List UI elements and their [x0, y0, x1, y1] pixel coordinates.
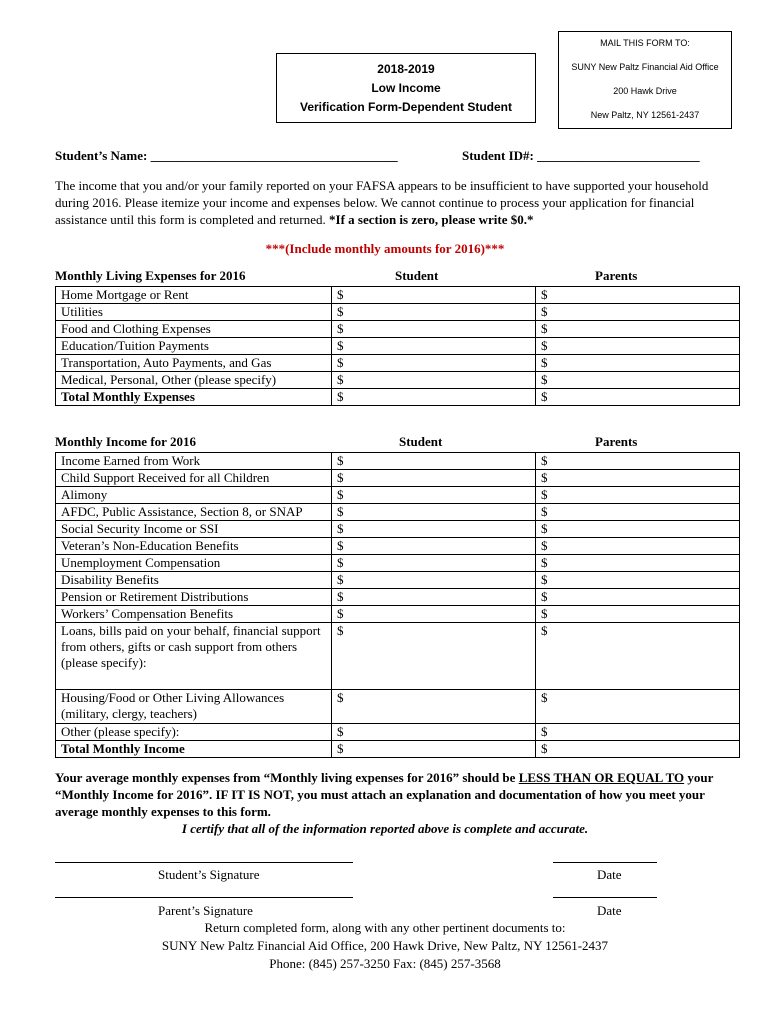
student-name-field[interactable]: ______________________________________	[150, 148, 398, 163]
income-row-label: Child Support Received for all Children	[56, 470, 332, 487]
expenses-total-student[interactable]: $	[332, 389, 536, 406]
expenses-parents-amount[interactable]: $	[536, 287, 740, 304]
income-col-parents: Parents	[595, 434, 638, 449]
income-parents-amount[interactable]: $	[536, 521, 740, 538]
student-signature-label: Student’s Signature	[158, 867, 260, 882]
footer-return-note: Return completed form, along with any other pertinent documents to:	[204, 920, 566, 935]
expenses-parents-amount[interactable]: $	[536, 304, 740, 321]
include-monthly-note: ***(Include monthly amounts for 2016)***	[265, 241, 505, 256]
income-col-student: Student	[399, 434, 443, 449]
income-row	[56, 521, 740, 538]
expenses-student-amount[interactable]: $	[332, 304, 536, 321]
expenses-total-label: Total Monthly Expenses	[56, 389, 332, 406]
income-row-label: Pension or Retirement Distributions	[56, 589, 332, 606]
student-date-line[interactable]	[553, 862, 657, 863]
income-parents-amount[interactable]: $	[536, 487, 740, 504]
income-row	[56, 538, 740, 555]
income-row	[56, 724, 740, 741]
closing-part3: your “Monthly Income for 2016”. IF IT IS NOT, you must attach an explanation and documentation of how you meet your average monthly expenses to this form.	[55, 770, 714, 819]
income-row-label: Housing/Food or Other Living Allowances (military, clergy, teachers)	[56, 690, 332, 724]
income-parents-amount[interactable]: $	[536, 555, 740, 572]
closing-emphasis: LESS THAN OR EQUAL TO	[518, 770, 685, 785]
parent-signature-line[interactable]	[55, 897, 353, 898]
intro-text: The income that you and/or your family reported on your FAFSA appears to be insufficient to have supported your household during 2016. Please itemize your income and expenses below. We cannot continue to process your application for financial assistance until this form is completed and returned.	[55, 178, 709, 227]
income-parents-amount[interactable]: $	[536, 572, 740, 589]
mail-to-box	[558, 31, 732, 129]
student-date-label: Date	[597, 867, 622, 882]
income-parents-amount[interactable]: $	[536, 504, 740, 521]
income-row	[56, 453, 740, 470]
mail-office: SUNY New Paltz Financial Aid Office	[571, 62, 719, 72]
income-total-label: Total Monthly Income	[56, 741, 332, 758]
income-student-amount[interactable]: $	[332, 470, 536, 487]
expenses-student-amount[interactable]: $	[332, 355, 536, 372]
expenses-parents-amount[interactable]: $	[536, 372, 740, 389]
expenses-col-student: Student	[395, 268, 439, 283]
income-row-label: Unemployment Compensation	[56, 555, 332, 572]
income-student-amount[interactable]: $	[332, 538, 536, 555]
income-row	[56, 606, 740, 623]
expenses-row	[56, 355, 740, 372]
income-parents-amount[interactable]: $	[536, 690, 740, 724]
expenses-col-parents: Parents	[595, 268, 638, 283]
expenses-row	[56, 287, 740, 304]
income-parents-amount[interactable]: $	[536, 470, 740, 487]
income-student-amount[interactable]: $	[332, 589, 536, 606]
parent-date-line[interactable]	[553, 897, 657, 898]
income-heading: Monthly Income for 2016	[55, 434, 196, 449]
expenses-row-label: Food and Clothing Expenses	[56, 321, 332, 338]
expenses-row	[56, 321, 740, 338]
income-row-label: Loans, bills paid on your behalf, financial support from others, gifts or cash support from others (please specify):	[56, 623, 332, 690]
expenses-parents-amount[interactable]: $	[536, 355, 740, 372]
mail-street: 200 Hawk Drive	[613, 86, 677, 96]
income-row-label: Disability Benefits	[56, 572, 332, 589]
income-row	[56, 589, 740, 606]
expenses-table	[55, 286, 740, 406]
mail-heading: MAIL THIS FORM TO:	[600, 38, 690, 48]
income-student-amount[interactable]: $	[332, 724, 536, 741]
expenses-student-amount[interactable]: $	[332, 372, 536, 389]
income-row-label: Income Earned from Work	[56, 453, 332, 470]
income-student-amount[interactable]: $	[332, 623, 536, 690]
certify-statement: I certify that all of the information reported above is complete and accurate.	[181, 821, 589, 836]
expenses-row-label: Education/Tuition Payments	[56, 338, 332, 355]
expenses-row-label: Medical, Personal, Other (please specify)	[56, 372, 332, 389]
expenses-row	[56, 304, 740, 321]
income-row	[56, 690, 740, 724]
expenses-student-amount[interactable]: $	[332, 338, 536, 355]
student-name-label: Student’s Name:	[55, 148, 148, 163]
income-parents-amount[interactable]: $	[536, 538, 740, 555]
intro-zero-note: *If a section is zero, please write $0.*	[329, 212, 534, 227]
income-parents-amount[interactable]: $	[536, 623, 740, 690]
mail-city: New Paltz, NY 12561-2437	[590, 110, 700, 120]
income-student-amount[interactable]: $	[332, 555, 536, 572]
expenses-row-label: Home Mortgage or Rent	[56, 287, 332, 304]
expenses-row	[56, 338, 740, 355]
income-total-parents[interactable]: $	[536, 741, 740, 758]
income-row	[56, 504, 740, 521]
footer-address: SUNY New Paltz Financial Aid Office, 200 Hawk Drive, New Paltz, NY 12561-2437	[161, 938, 609, 953]
student-signature-line[interactable]	[55, 862, 353, 863]
income-row-label: Other (please specify):	[56, 724, 332, 741]
income-row	[56, 487, 740, 504]
expenses-row-label: Transportation, Auto Payments, and Gas	[56, 355, 332, 372]
income-row	[56, 623, 740, 690]
income-parents-amount[interactable]: $	[536, 606, 740, 623]
expenses-row-label: Utilities	[56, 304, 332, 321]
income-student-amount[interactable]: $	[332, 572, 536, 589]
closing-part1: Your average monthly expenses from “Monthly living expenses for 2016” should be	[55, 770, 519, 785]
student-id-field[interactable]: _________________________	[537, 148, 700, 163]
expenses-parents-amount[interactable]: $	[536, 321, 740, 338]
income-total-student[interactable]: $	[332, 741, 536, 758]
income-table	[55, 452, 740, 758]
income-parents-amount[interactable]: $	[536, 453, 740, 470]
income-student-amount[interactable]: $	[332, 504, 536, 521]
expenses-total-row	[56, 389, 740, 406]
income-row-label: Social Security Income or SSI	[56, 521, 332, 538]
income-student-amount[interactable]: $	[332, 453, 536, 470]
form-title: Verification Form-Dependent Student	[299, 100, 512, 114]
income-student-amount[interactable]: $	[332, 487, 536, 504]
form-subtitle: Low Income	[371, 81, 441, 95]
expenses-total-parents[interactable]: $	[536, 389, 740, 406]
closing-statement	[55, 769, 725, 820]
income-row	[56, 572, 740, 589]
income-student-amount[interactable]: $	[332, 606, 536, 623]
intro-paragraph	[55, 177, 715, 228]
income-parents-amount[interactable]: $	[536, 589, 740, 606]
expenses-row	[56, 372, 740, 389]
student-id-label: Student ID#:	[462, 148, 534, 163]
expenses-parents-amount[interactable]: $	[536, 338, 740, 355]
expenses-heading: Monthly Living Expenses for 2016	[55, 268, 246, 283]
student-name-row	[55, 148, 398, 164]
expenses-student-amount[interactable]: $	[332, 321, 536, 338]
parent-signature-label: Parent’s Signature	[158, 903, 253, 918]
income-student-amount[interactable]: $	[332, 521, 536, 538]
form-title-box	[276, 53, 536, 123]
income-row-label: AFDC, Public Assistance, Section 8, or SNAP	[56, 504, 332, 521]
footer-phone-fax: Phone: (845) 257-3250 Fax: (845) 257-3568	[269, 956, 501, 971]
expenses-student-amount[interactable]: $	[332, 287, 536, 304]
student-id-row	[462, 148, 700, 164]
income-student-amount[interactable]: $	[332, 690, 536, 724]
income-total-row	[56, 741, 740, 758]
income-row	[56, 555, 740, 572]
income-row-label: Alimony	[56, 487, 332, 504]
parent-date-label: Date	[597, 903, 622, 918]
form-year: 2018-2019	[377, 62, 435, 76]
income-row	[56, 470, 740, 487]
income-row-label: Veteran’s Non-Education Benefits	[56, 538, 332, 555]
income-row-label: Workers’ Compensation Benefits	[56, 606, 332, 623]
income-parents-amount[interactable]: $	[536, 724, 740, 741]
